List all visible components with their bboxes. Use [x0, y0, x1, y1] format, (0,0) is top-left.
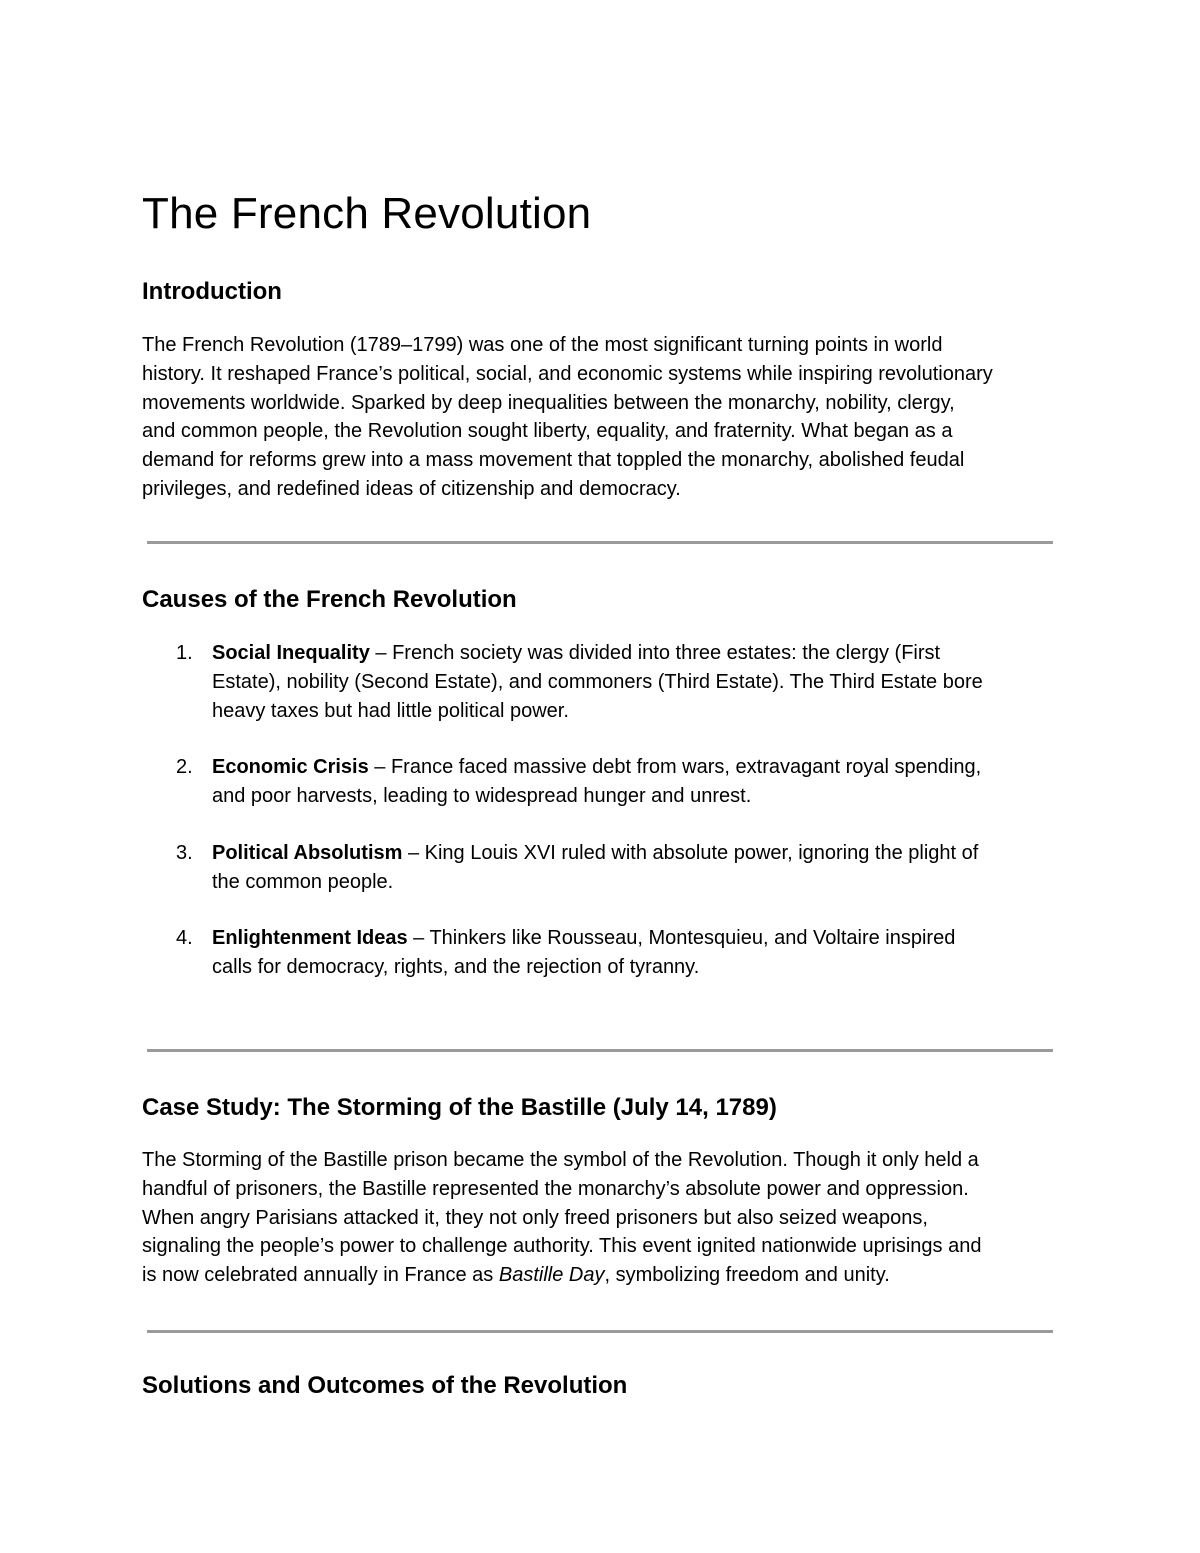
case-study-paragraph: [142, 1146, 1072, 1290]
list-item-line: Estate), nobility (Second Estate), and commoners (Third Estate). The Third Estate bore: [212, 670, 983, 693]
paragraph-text: is now celebrated annually in France as: [142, 1264, 499, 1287]
list-item-body: [212, 753, 981, 811]
list-item-body: [212, 639, 983, 725]
horizontal-rule: [147, 1049, 1053, 1052]
paragraph-line: The Storming of the Bastille prison became the symbol of the Revolution. Though it only held a: [142, 1149, 979, 1171]
paragraph-text: , symbolizing freedom and unity.: [604, 1264, 890, 1287]
introduction-heading: Introduction: [142, 278, 282, 305]
list-item-text: – French society was divided into three estates: the clergy (First: [369, 642, 941, 664]
list-item-term: Political Absolutism: [212, 842, 403, 864]
emphasis-text: Bastille Day: [498, 1264, 605, 1287]
paragraph-line: The French Revolution (1789–1799) was one of the most significant turning points in world: [142, 334, 943, 356]
paragraph-line: history. It reshaped France’s political, social, and economic systems while inspiring revolutionary: [142, 362, 993, 385]
list-item-text: – France faced massive debt from wars, extravagant royal spending,: [368, 756, 982, 778]
paragraph-line: demand for reforms grew into a mass movement that toppled the monarchy, abolished feudal: [142, 449, 965, 472]
list-item-line: calls for democracy, rights, and the rejection of tyranny.: [212, 955, 700, 978]
case-study-heading: Case Study: The Storming of the Bastille (July 14, 1789): [142, 1094, 777, 1121]
list-item-term: Social Inequality: [212, 642, 370, 664]
paragraph-line: privileges, and redefined ideas of citizenship and democracy.: [142, 477, 681, 500]
list-item-body: [212, 924, 955, 982]
list-number: 1.: [176, 642, 193, 664]
outcomes-heading: Solutions and Outcomes of the Revolution: [142, 1372, 628, 1399]
list-item-text: – King Louis XVI ruled with absolute power, ignoring the plight of: [402, 842, 979, 864]
list-item-text: – Thinkers like Rousseau, Montesquieu, and Voltaire inspired: [407, 927, 956, 949]
list-item-line: heavy taxes but had little political power.: [212, 699, 569, 722]
introduction-paragraph: [142, 331, 1072, 504]
list-number: 2.: [176, 756, 193, 778]
horizontal-rule: [147, 1330, 1053, 1333]
page-title: The French Revolution: [142, 189, 592, 238]
list-item-body: [212, 839, 978, 897]
paragraph-line: and common people, the Revolution sought liberty, equality, and fraternity. What began as a: [142, 420, 953, 443]
paragraph-line: movements worldwide. Sparked by deep inequalities between the monarchy, nobility, clergy,: [142, 391, 955, 414]
horizontal-rule: [147, 541, 1053, 544]
list-item-line: the common people.: [212, 870, 394, 893]
paragraph-line: [142, 1261, 1072, 1290]
list-number: 3.: [176, 842, 193, 864]
list-item-line: and poor harvests, leading to widespread hunger and unrest.: [212, 784, 752, 807]
list-number: 4.: [176, 927, 193, 949]
causes-heading: Causes of the French Revolution: [142, 586, 517, 613]
list-item-term: Enlightenment Ideas: [212, 927, 408, 949]
paragraph-line: handful of prisoners, the Bastille represented the monarchy’s absolute power and oppression.: [142, 1177, 969, 1200]
paragraph-line: signaling the people’s power to challenge authority. This event ignited nationwide uprisings and: [142, 1235, 982, 1258]
list-item-term: Economic Crisis: [212, 756, 369, 778]
paragraph-line: When angry Parisians attacked it, they not only freed prisoners but also seized weapons,: [142, 1206, 928, 1229]
